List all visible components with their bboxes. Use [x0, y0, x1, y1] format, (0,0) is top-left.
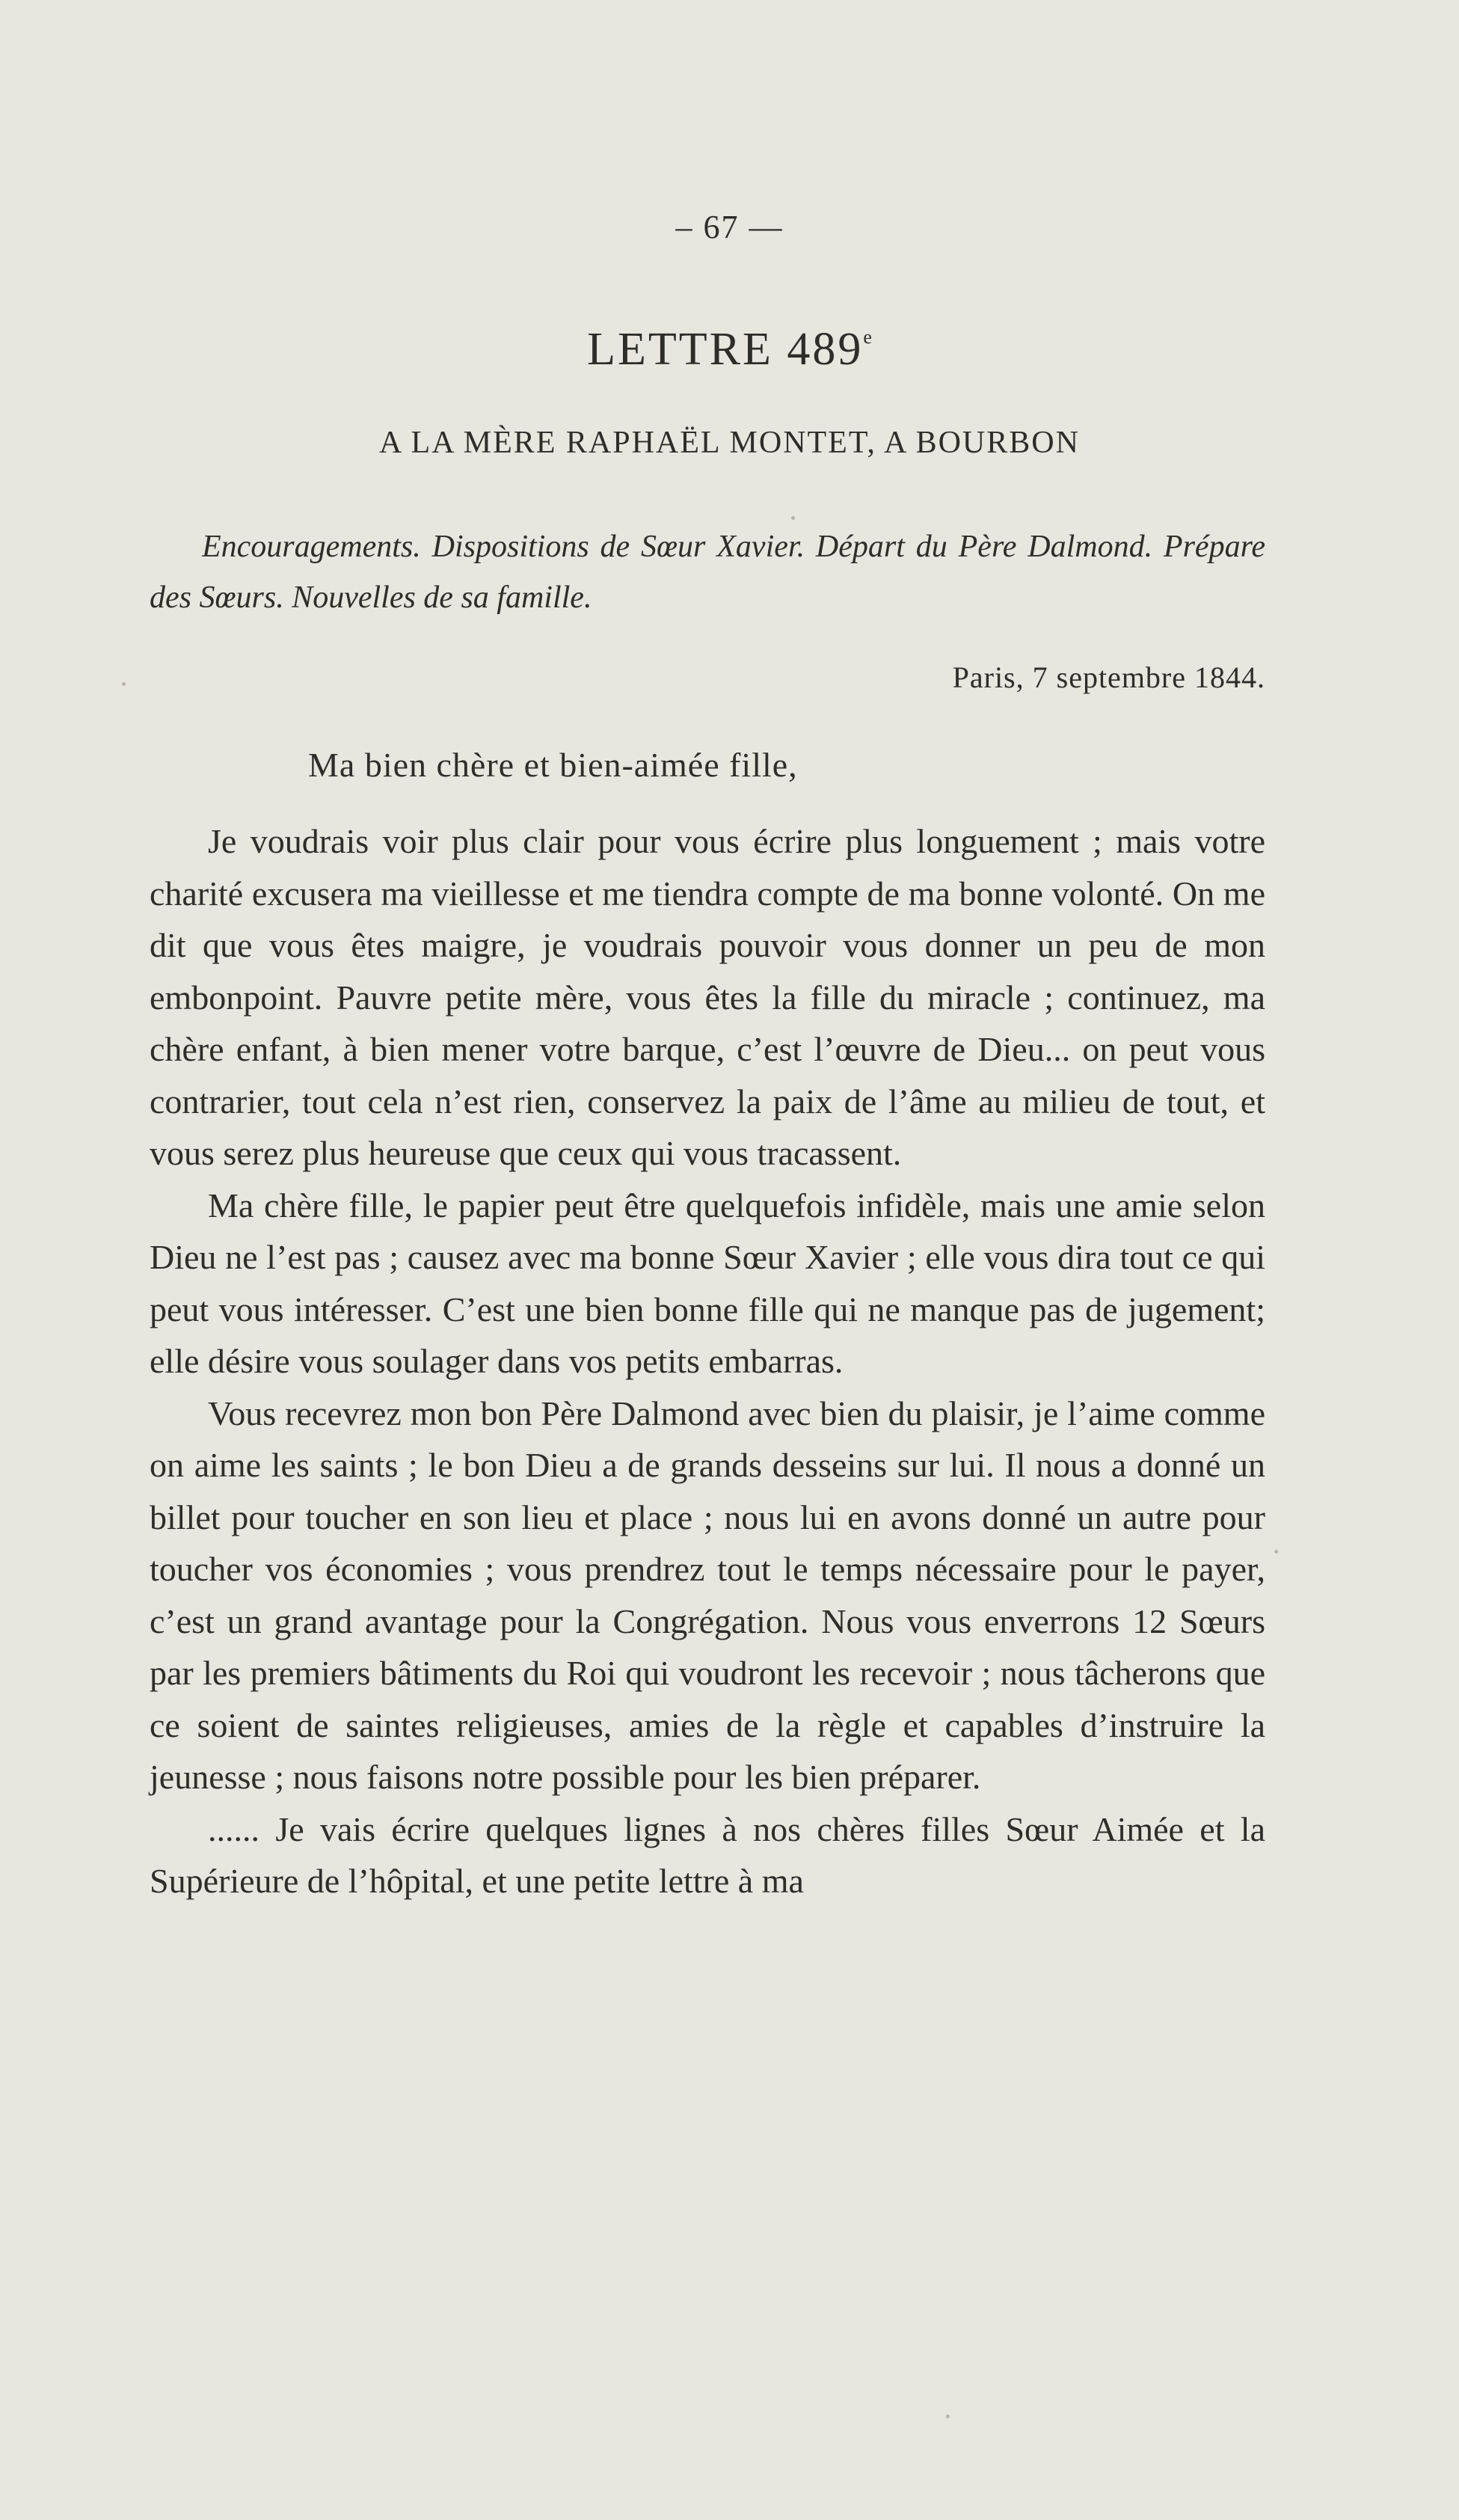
- letter-title-main: LETTRE 489: [587, 324, 864, 375]
- letter-dateline: Paris, 7 septembre 1844.: [952, 660, 1265, 694]
- paper-speck: [946, 2415, 950, 2418]
- page-number: – 67 —: [675, 209, 784, 245]
- letter-title-suffix: e: [863, 326, 872, 348]
- letter-salutation: Ma bien chère et bien-aimée fille,: [308, 746, 798, 784]
- body-paragraph: ...... Je vais écrire quelques lignes à nos chères filles Sœur Aimée et la Supérieure de l’hôpital, et une petite lettre à ma: [150, 1809, 1265, 1900]
- letter-recipient: A LA MÈRE RAPHAËL MONTET, A BOURBON: [379, 426, 1080, 460]
- paper-speck: [122, 682, 126, 686]
- paper-speck: [1274, 1550, 1278, 1554]
- body-paragraph: Je voudrais voir plus clair pour vous écrire plus longuement ; mais votre charité excusera ma vieillesse et me tiendra compte de ma bonne volonté. On me dit que vous êtes maigre, je voudrais pouvoir vous donner un peu de mon embonpoint. Pauvre petite mère, vous êtes la fille du miracle ; continuez, ma chère enfant, à bien mener votre barque, c’est l’œuvre de Dieu... on peut vous contrarier, tout cela n’est rien, conservez la paix de l’âme au milieu de tout, et vous serez plus heureuse que ceux qui vous tracassent.: [150, 822, 1265, 1172]
- body-paragraph: Vous recevrez mon bon Père Dalmond avec bien du plaisir, je l’aime comme on aime les saints ; le bon Dieu a de grands desseins sur lui. Il nous a donné un billet pour toucher en son lieu et place ; nous lui en avons donné un autre pour toucher vos économies ; vous prendrez tout le temps nécessaire pour le payer, c’est un grand avantage pour la Congrégation. Nous vous enverrons 12 Sœurs par les premiers bâtiments du Roi qui voudront les recevoir ; nous tâcherons que ce soient de saintes religieuses, amies de la règle et capables d’instruire la jeunesse ; nous faisons notre possible pour les bien préparer.: [150, 1394, 1265, 1796]
- letter-summary: Encouragements. Dispositions de Sœur Xavier. Départ du Père Dalmond. Prépare des Sœurs. Nouvelles de sa famille.: [150, 530, 1265, 615]
- letter-body: [150, 815, 1265, 1907]
- letter-title: [0, 323, 1459, 376]
- paper-speck: [791, 516, 795, 520]
- body-paragraph: Ma chère fille, le papier peut être quelquefois infidèle, mais une amie selon Dieu ne l’est pas ; causez avec ma bonne Sœur Xavier ; elle vous dira tout ce qui peut vous intéresser. C’est une bien bonne fille qui ne manque pas de jugement; elle désire vous soulager dans vos petits embarras.: [150, 1186, 1265, 1380]
